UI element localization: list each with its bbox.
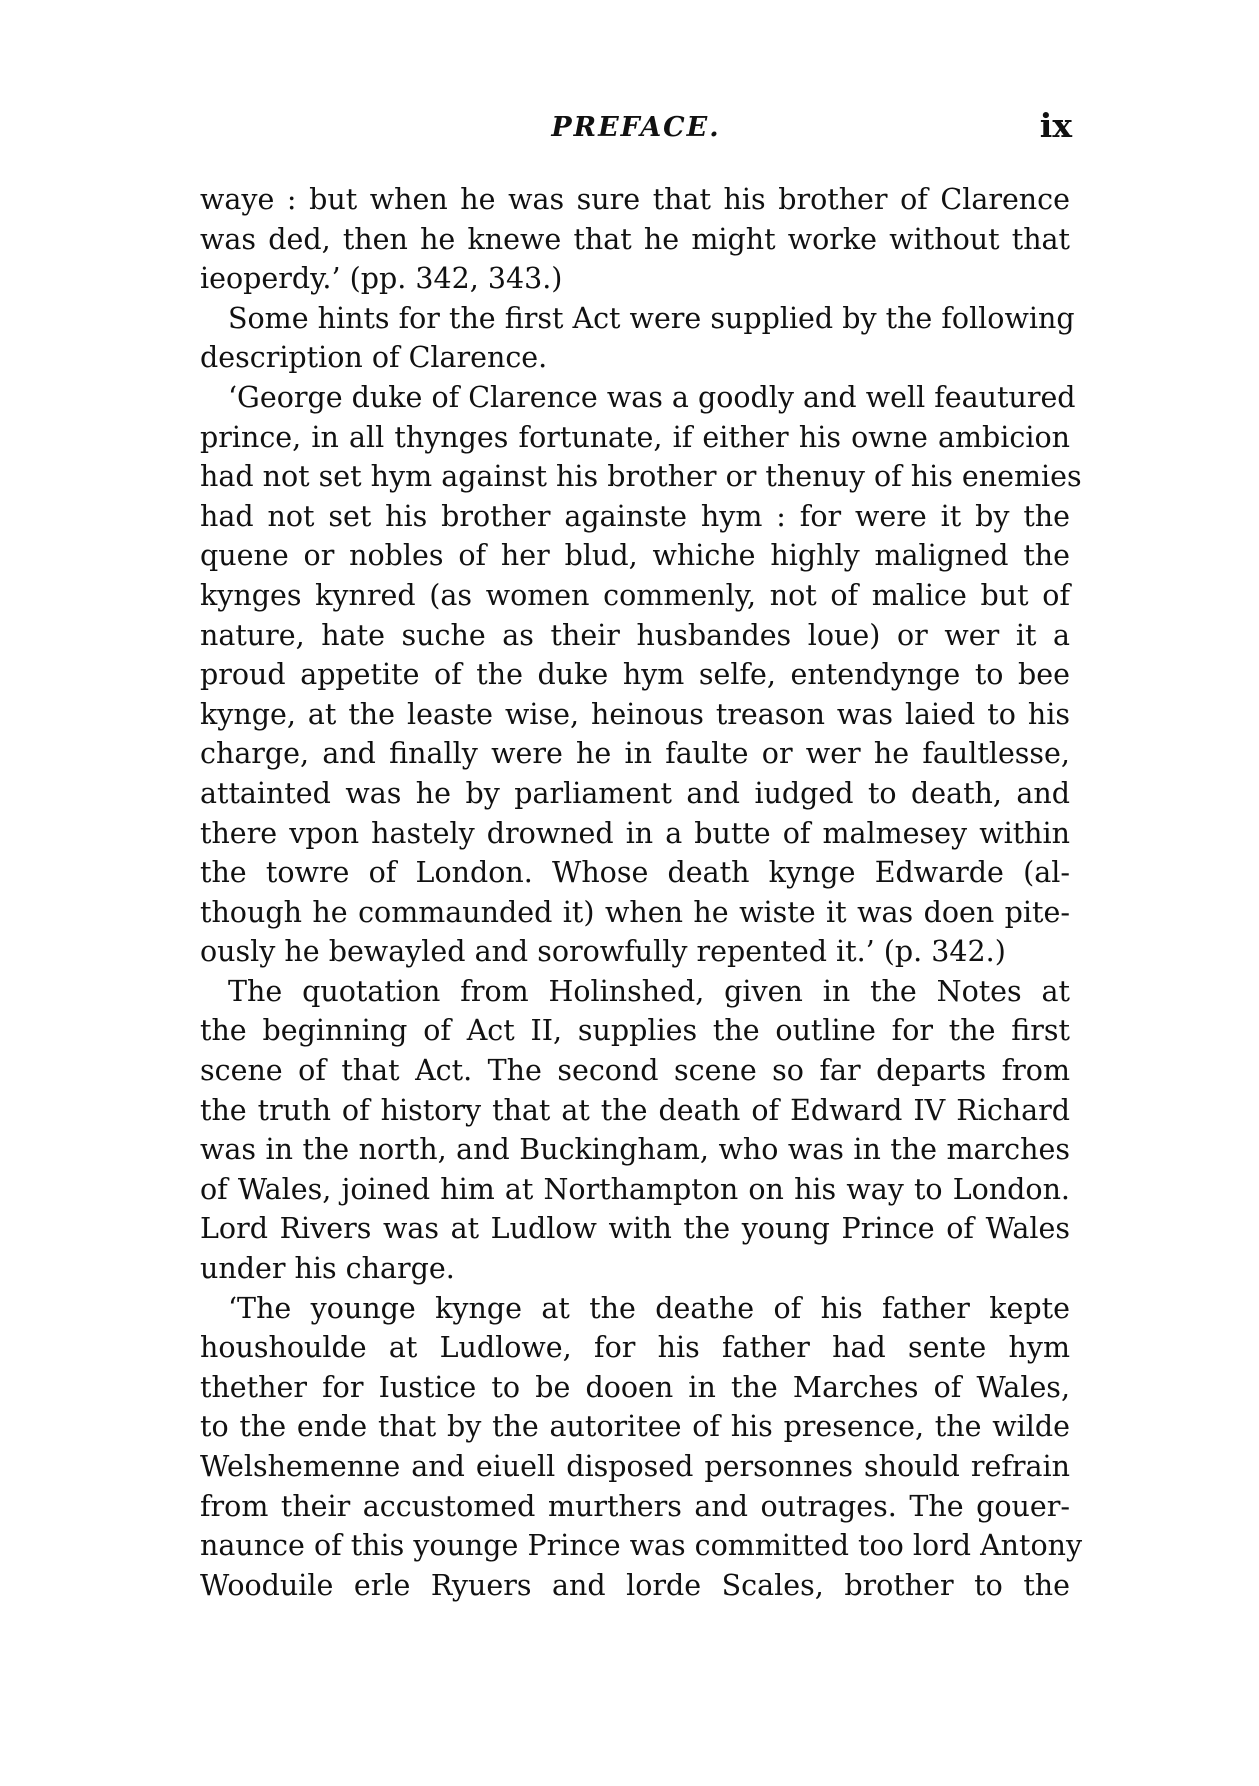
text-line: Lord Rivers was at Ludlow with the young Prince of Wales: [200, 1212, 1070, 1246]
text-line: nature, hate suche as their husbandes loue) or wer it a: [200, 618, 1070, 652]
text-line: to the ende that by the autoritee of his presence, the wilde: [200, 1410, 1070, 1444]
paragraph: [200, 378, 1082, 972]
text-line: ieoperdy.’ (pp. 342, 343.): [200, 262, 563, 296]
text-line: ‘George duke of Clarence was a goodly and well feautured: [228, 380, 1076, 414]
paragraph: [200, 972, 1070, 1289]
text-line: houshoulde at Ludlowe, for his father had sente hym: [200, 1331, 1070, 1365]
text-line: the truth of history that at the death of Edward IV Richard: [200, 1093, 1070, 1127]
text-line: thether for Iustice to be dooen in the Marches of Wales,: [200, 1370, 1070, 1404]
text-line: of Wales, joined him at Northampton on his way to London.: [200, 1172, 1070, 1206]
text-line: the towre of London. Whose death kynge Edwarde (al-: [200, 856, 1070, 890]
text-line: The quotation from Holinshed, given in the Notes at: [228, 974, 1070, 1008]
text-line: scene of that Act. The second scene so far departs from: [200, 1054, 1070, 1088]
text-line: had not set hym against his brother or thenuy of his enemies: [200, 460, 1082, 494]
text-line: attainted was he by parliament and iudged to death, and: [200, 776, 1070, 810]
text-line: Welshemenne and eiuell disposed personnes should refrain: [200, 1450, 1070, 1483]
text-line: proud appetite of the duke hym selfe, entendynge to bee: [200, 658, 1070, 692]
text-line: was in the north, and Buckingham, who was in the marches: [200, 1133, 1070, 1167]
text-line: kynges kynred (as women commenly, not of malice but of: [200, 578, 1070, 612]
text-line: from their accustomed murthers and outrages. The gouer-: [200, 1489, 1070, 1523]
text-line: naunce of this younge Prince was committed too lord Antony: [200, 1529, 1083, 1563]
page-header: [200, 106, 1072, 152]
text-line: Some hints for the first Act were supplied by the following: [228, 301, 1075, 335]
page-number: ix: [1039, 106, 1072, 145]
text-line: ously he bewayled and sorowfully repented it.’ (p. 342.): [200, 935, 1006, 969]
paragraph: [200, 180, 1070, 299]
text-line: had not set his brother againste hym : for were it by the: [200, 499, 1070, 533]
text-line: was ded, then he knewe that he might worke without that: [200, 222, 1070, 256]
paragraph: [200, 299, 1075, 378]
text-line: quene or nobles of her blud, whiche highly maligned the: [200, 539, 1070, 573]
text-line: waye : but when he was sure that his brother of Clarence: [200, 183, 1070, 216]
running-title: PREFACE.: [551, 112, 721, 143]
text-line: though he commaunded it) when he wiste it was doen pite-: [200, 895, 1070, 929]
text-line: description of Clarence.: [200, 341, 548, 375]
paragraph: [200, 1289, 1083, 1606]
text-line: the beginning of Act II, supplies the outline for the first: [200, 1014, 1070, 1048]
text-line: charge, and finally were he in faulte or wer he faultlesse,: [200, 737, 1070, 771]
text-line: kynge, at the leaste wise, heinous treason was laied to his: [200, 697, 1070, 731]
text-line: ‘The younge kynge at the deathe of his father kepte: [228, 1291, 1070, 1325]
body-text: [200, 180, 1083, 1605]
text-line: under his charge.: [200, 1252, 455, 1286]
text-line: there vpon hastely drowned in a butte of malmesey within: [200, 816, 1070, 850]
text-line: Wooduile erle Ryuers and lorde Scales, brother to the: [200, 1568, 1070, 1602]
text-line: prince, in all thynges fortunate, if either his owne ambicion: [200, 420, 1070, 454]
